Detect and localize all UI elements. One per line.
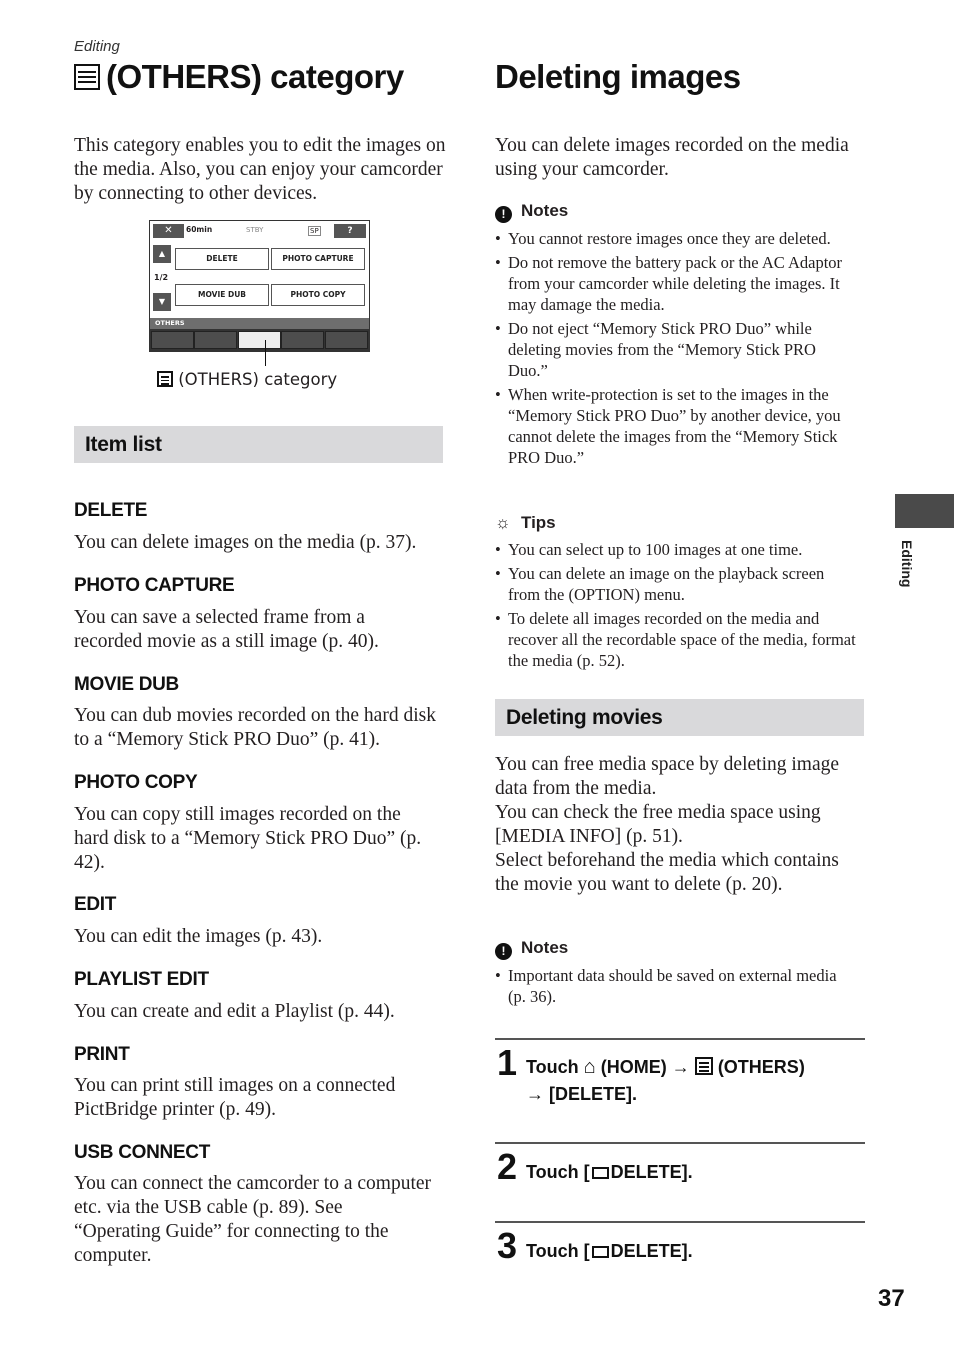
tab-camera-icon: [151, 331, 194, 349]
item-photo-capture-desc: You can save a selected frame from a recorded movie as a still image (p. 40).: [74, 607, 379, 652]
lcd-photo-capture-button: PHOTO CAPTURE: [271, 248, 365, 270]
step-1-text: [526, 1054, 866, 1108]
page-number: 37: [878, 1285, 905, 1312]
step-3-touch: Touch [: [526, 1241, 590, 1261]
step-1-home: (HOME) →: [600, 1057, 690, 1077]
scroll-down-icon: ▼: [153, 293, 171, 311]
callout-line: [265, 340, 266, 366]
step-1-touch: Touch: [526, 1057, 579, 1077]
others-icon: [695, 1057, 713, 1075]
step-3-delete: DELETE].: [610, 1241, 693, 1261]
right-intro: You can delete images recorded on the media using your camcorder.: [495, 135, 849, 180]
movies-para: You can check the free media space using [MEDIA INFO] (p. 51).: [495, 802, 821, 847]
notes-icon: !: [495, 943, 512, 960]
tip-item: • You can delete an image on the playback screen from the (OPTION) menu.: [495, 563, 860, 605]
tab-settings-icon: [325, 331, 368, 349]
tab-others-icon: [238, 331, 281, 349]
chapter-tab-label: [893, 540, 917, 600]
tip-item: • You can select up to 100 images at one time.: [495, 539, 860, 560]
notes2-heading-text: Notes: [521, 938, 569, 957]
item-list-heading-bar: [74, 426, 443, 463]
status-readout: STBY: [246, 226, 264, 234]
others-icon-small: [157, 371, 173, 387]
deleting-movies-heading-bar: [495, 699, 864, 736]
item-print-desc: You can print still images on a connected PictBridge printer (p. 49).: [74, 1075, 396, 1120]
item-photo-copy-desc: You can copy still images recorded on the hard disk to a “Memory Stick PRO Duo” (p. 42).: [74, 804, 422, 873]
deleting-movies-heading: Deleting movies: [506, 706, 663, 729]
item-print-name: PRINT: [74, 1044, 130, 1065]
movies-text: [495, 753, 865, 897]
item-usb-connect-desc: You can connect the camcorder to a computer etc. via the USB cable (p. 89). See “Operating Guide” for connecting to the computer.: [74, 1173, 432, 1266]
item-playlist-edit-desc: You can create and edit a Playlist (p. 44).: [74, 1001, 395, 1022]
step-1-others: (OTHERS): [717, 1057, 805, 1077]
help-button: ?: [334, 224, 366, 238]
item-list-heading: Item list: [85, 433, 162, 456]
item-playlist-edit-name: PLAYLIST EDIT: [74, 969, 209, 990]
notes-icon: !: [495, 206, 512, 223]
tips-heading: [495, 513, 556, 533]
step-2-text: [526, 1159, 693, 1186]
item-photo-capture-name: PHOTO CAPTURE: [74, 575, 235, 596]
item-edit-desc: You can edit the images (p. 43).: [74, 926, 323, 947]
screen-caption: [157, 370, 337, 389]
note-item: • Important data should be saved on external media (p. 36).: [495, 965, 855, 1007]
tips-heading-text: Tips: [521, 513, 556, 532]
close-icon: ✕: [153, 224, 184, 238]
tab-manage-icon: [281, 331, 324, 349]
battery-readout: 60min: [186, 225, 213, 234]
left-title: [74, 58, 404, 96]
lcd-screen: [149, 220, 370, 352]
item-delete-name: DELETE: [74, 500, 148, 521]
right-title: Deleting images: [495, 58, 741, 95]
step-3-text: [526, 1238, 693, 1265]
scroll-up-icon: ▲: [153, 245, 171, 263]
note-item: • You cannot restore images once they are deleted.: [495, 228, 855, 249]
screen-caption-text: (OTHERS) category: [178, 370, 338, 389]
lcd-movie-dub-button: MOVIE DUB: [175, 284, 269, 306]
tab-playback-icon: [194, 331, 237, 349]
item-edit-name: EDIT: [74, 894, 117, 915]
page-indicator: 1/2: [154, 273, 169, 282]
item-photo-copy-name: PHOTO COPY: [74, 772, 198, 793]
film-icon: [592, 1246, 609, 1258]
step-1-number: 1: [497, 1042, 518, 1083]
home-icon: ⌂: [583, 1056, 596, 1078]
left-title-text: (OTHERS) category: [106, 58, 404, 95]
step-2-touch: Touch [: [526, 1162, 590, 1182]
tips-list: [495, 539, 860, 674]
step-2-number: 2: [497, 1146, 518, 1187]
notes2-list: [495, 965, 855, 1010]
step-2-delete: DELETE].: [610, 1162, 693, 1182]
notes-list: [495, 228, 855, 471]
category-label: OTHERS: [155, 319, 185, 327]
mode-readout: SP: [310, 227, 319, 235]
note-item: • When write-protection is set to the images in the “Memory Stick PRO Duo” by another device, you cannot delete the images from the “Memory Stick PRO Duo.”: [495, 384, 855, 468]
item-movie-dub-name: MOVIE DUB: [74, 674, 179, 695]
others-icon: [74, 64, 100, 90]
lcd-photo-copy-button: PHOTO COPY: [271, 284, 365, 306]
tip-item: • To delete all images recorded on the media and recover all the recordable space of the media, format the media (p. 52).: [495, 608, 860, 671]
chapter-tab-text: Editing: [899, 540, 915, 588]
chapter-tab: [895, 494, 954, 528]
notes-heading-text: Notes: [521, 201, 569, 220]
step-divider: [495, 1142, 865, 1144]
section-kicker: Editing: [74, 38, 120, 55]
category-bar: [150, 318, 369, 329]
notes2-heading: [495, 938, 568, 960]
note-item: • Do not remove the battery pack or the AC Adaptor from your camcorder while deleting the images. It may damage the media.: [495, 252, 855, 315]
item-usb-connect-name: USB CONNECT: [74, 1142, 211, 1163]
film-icon: [592, 1167, 609, 1179]
note-item: • Do not eject “Memory Stick PRO Duo” while deleting movies from the “Memory Stick PRO Duo.”: [495, 318, 855, 381]
step-1-delete: → [DELETE].: [526, 1084, 637, 1104]
movies-para: You can free media space by deleting image data from the media.: [495, 754, 840, 799]
step-divider: [495, 1038, 865, 1040]
lcd-delete-button: DELETE: [175, 248, 269, 270]
left-intro: This category enables you to edit the images on the media. Also, you can enjoy your camcorder by connecting to other devices.: [74, 135, 446, 204]
step-divider: [495, 1221, 865, 1223]
item-movie-dub-desc: You can dub movies recorded on the hard disk to a “Memory Stick PRO Duo” (p. 41).: [74, 705, 436, 750]
movies-para: Select beforehand the media which contains the movie you want to delete (p. 20).: [495, 850, 839, 895]
item-delete-desc: You can delete images on the media (p. 37).: [74, 532, 417, 553]
step-3-number: 3: [497, 1225, 518, 1266]
lightbulb-icon: ☼: [495, 513, 511, 532]
notes-heading: [495, 201, 568, 223]
